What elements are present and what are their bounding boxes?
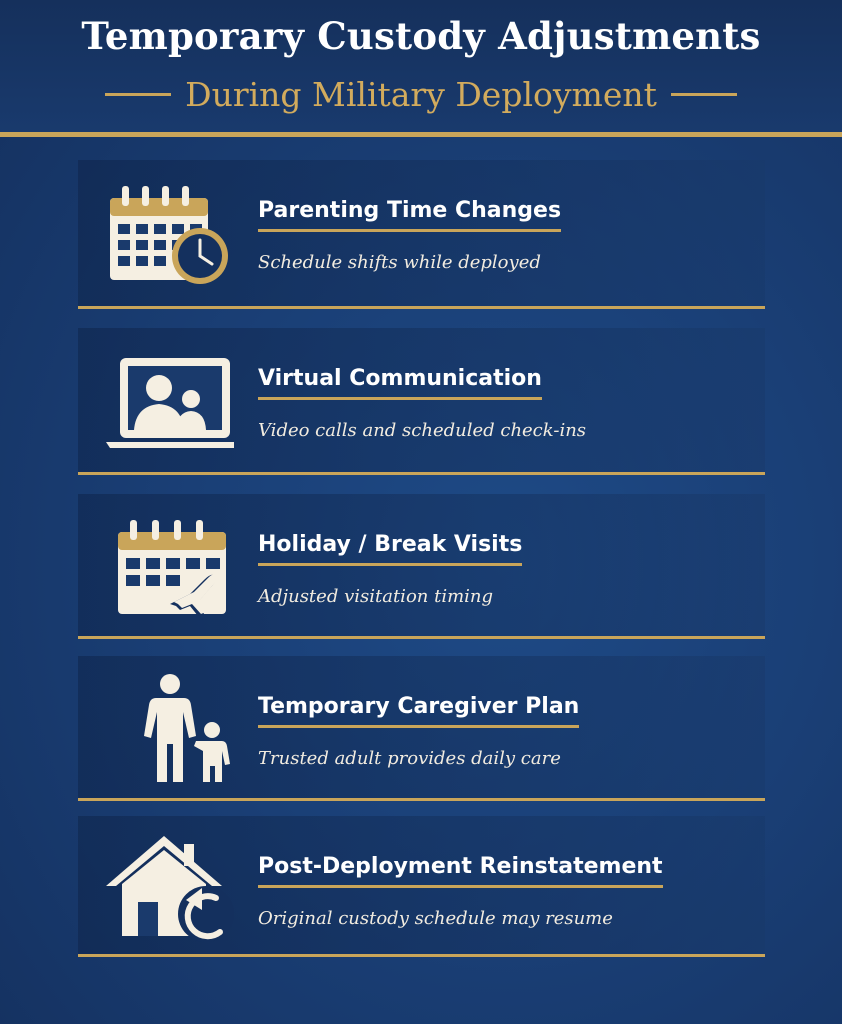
item-title: Parenting Time Changes [258, 198, 561, 232]
header-divider [0, 132, 842, 137]
subtitle-divider-left [105, 93, 171, 96]
card-divider [78, 306, 765, 309]
page-subtitle: During Military Deployment [185, 74, 657, 114]
adult-child-icon [104, 672, 234, 782]
subtitle-divider-right [671, 93, 737, 96]
page-title: Temporary Custody Adjustments [81, 14, 761, 58]
item-description: Original custody schedule may resume [258, 908, 613, 929]
header [0, 0, 842, 132]
card-divider [78, 798, 765, 801]
item-card-virtual-communication [78, 328, 765, 472]
calendar-clock-icon [104, 176, 234, 286]
item-description: Schedule shifts while deployed [258, 252, 541, 273]
home-return-icon [104, 832, 234, 942]
item-card-post-deployment [78, 816, 765, 954]
item-title: Post-Deployment Reinstatement [258, 854, 663, 888]
item-card-parenting-time [78, 160, 765, 306]
item-title: Temporary Caregiver Plan [258, 694, 579, 728]
laptop-video-call-icon [104, 344, 234, 454]
item-description: Adjusted visitation timing [258, 586, 494, 607]
card-divider [78, 954, 765, 957]
item-title: Virtual Communication [258, 366, 542, 400]
item-card-holiday-visits [78, 494, 765, 636]
item-card-temporary-caregiver [78, 656, 765, 798]
card-divider [78, 636, 765, 639]
subtitle-row [0, 70, 842, 118]
item-description: Video calls and scheduled check-ins [258, 420, 587, 441]
item-description: Trusted adult provides daily care [258, 748, 561, 769]
card-divider [78, 472, 765, 475]
item-title: Holiday / Break Visits [258, 532, 522, 566]
calendar-airplane-icon [104, 510, 234, 620]
